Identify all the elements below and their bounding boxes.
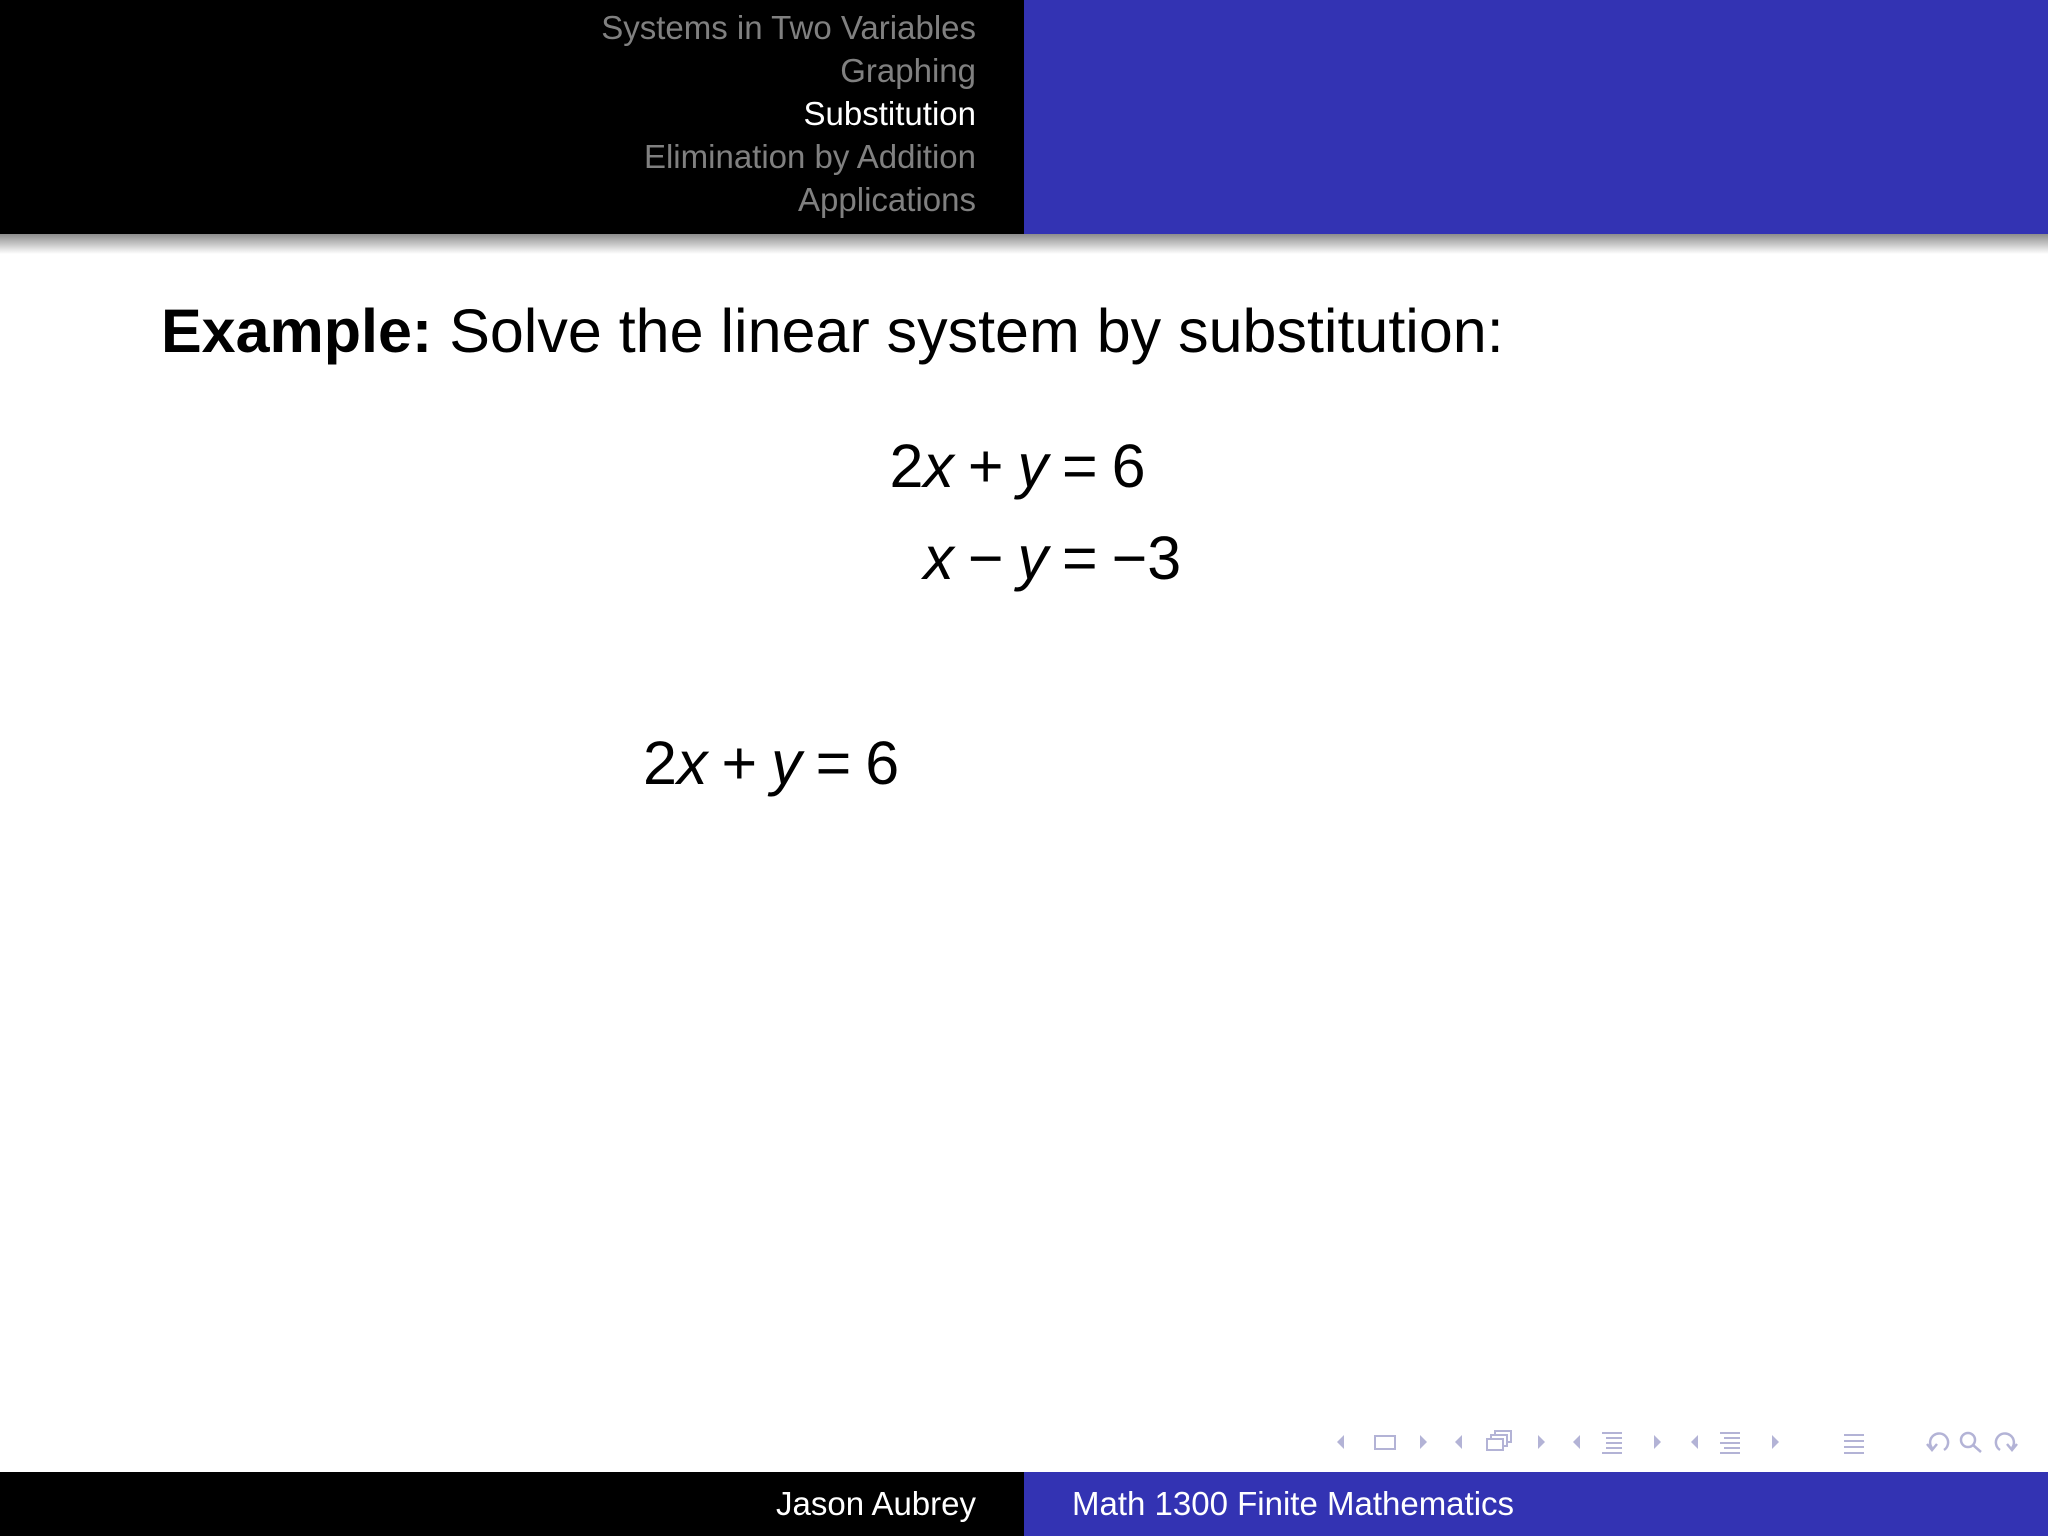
nav-section-elimination-by-addition[interactable]: Elimination by Addition (643, 138, 976, 175)
work-var-y: y (771, 729, 802, 797)
equation-1-rhs-value: 6 (1111, 432, 1146, 500)
nav-section-substitution[interactable]: Substitution (803, 95, 976, 132)
next-subsection-icon[interactable] (1534, 1424, 1548, 1460)
prev-subsection-icon[interactable] (1452, 1424, 1466, 1460)
slide-header (0, 0, 2048, 234)
equation-1-var-x: x (923, 432, 954, 500)
footer-course-title: Math 1300 Finite Mathematics (1072, 1485, 1515, 1522)
equation-2-minus: − (967, 524, 1004, 592)
back-icon[interactable] (1924, 1424, 1954, 1460)
equation-1-equals: = (1062, 432, 1098, 500)
section-icon[interactable] (1598, 1424, 1626, 1460)
example-statement (161, 291, 1504, 371)
equation-2-equals: = (1062, 524, 1098, 592)
equation-1-rhs (1048, 428, 1146, 504)
equation-2-rhs-value: −3 (1111, 524, 1182, 592)
example-label: Example: (161, 297, 433, 365)
equation-2-lhs (923, 520, 1048, 596)
work-rhs-value: 6 (865, 729, 900, 797)
footer-author-panel (0, 1472, 1024, 1536)
next-section-icon[interactable] (1650, 1424, 1664, 1460)
work-plus: + (721, 729, 758, 797)
equation-1-plus: + (967, 432, 1004, 500)
equation-row-1 (0, 428, 2048, 504)
work-equals: = (815, 729, 852, 797)
next-frame-icon[interactable] (1416, 1424, 1430, 1460)
nav-section-systems-in-two-variables[interactable]: Systems in Two Variables (601, 9, 976, 46)
work-coefficient: 2 (643, 729, 677, 797)
next-document-icon[interactable] (1768, 1424, 1782, 1460)
frame-icon[interactable] (1372, 1424, 1398, 1460)
footer-author: Jason Aubrey (776, 1485, 976, 1522)
equation-1-var-y: y (1017, 432, 1048, 500)
equation-row-2 (0, 520, 2048, 596)
example-text: Solve the linear system by substitution: (449, 297, 1504, 365)
work-var-x: x (676, 729, 708, 797)
equation-2-rhs (1048, 520, 1181, 596)
appendix-icon[interactable] (1840, 1424, 1868, 1460)
forward-icon[interactable] (1990, 1424, 2020, 1460)
search-icon[interactable] (1956, 1424, 1986, 1460)
work-equation (643, 725, 899, 801)
footer-course-panel (1024, 1472, 2048, 1536)
equation-1-coefficient: 2 (889, 432, 924, 500)
prev-section-icon[interactable] (1570, 1424, 1584, 1460)
nav-section-applications[interactable]: Applications (798, 181, 976, 218)
prev-frame-icon[interactable] (1334, 1424, 1348, 1460)
beamer-navigation-symbols (1334, 1424, 2034, 1460)
subsection-icon[interactable] (1482, 1424, 1516, 1460)
prev-document-icon[interactable] (1688, 1424, 1702, 1460)
header-color-panel (1024, 0, 2048, 234)
nav-section-graphing[interactable]: Graphing (840, 52, 976, 89)
header-shadow (0, 234, 2048, 254)
section-navigation (601, 6, 976, 221)
equation-1-lhs (889, 428, 1048, 504)
document-icon[interactable] (1716, 1424, 1744, 1460)
header-section-nav-panel (0, 0, 1024, 234)
equation-2-var-x: x (923, 524, 954, 592)
equation-2-var-y: y (1017, 524, 1048, 592)
slide-footer (0, 1472, 2048, 1536)
